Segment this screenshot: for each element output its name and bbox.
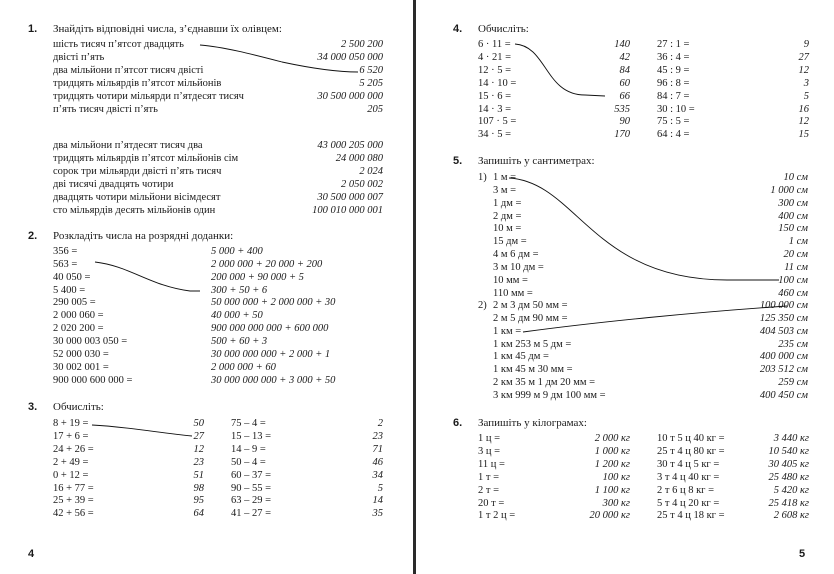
ex2-decomposition: 50 000 000 + 2 000 000 + 30 [211,297,336,309]
ex1-words: двадцять чотири мільйони вісімдесят [53,191,221,203]
ex5-expression: 2 дм = [493,210,522,222]
ex6-expression: 3 ц = [478,445,501,457]
ex5-answer: 400 см [778,210,808,222]
page-number-left: 4 [28,548,35,560]
ex2-title: Розкладіть числа на розрядні доданки: [53,230,234,242]
ex4-answer: 84 [619,64,630,76]
ex4-answer: 42 [619,51,630,63]
ex5-expression: 110 мм = [493,287,533,299]
ex1-number-value: 2 500 200 [341,39,383,50]
ex3-title: Обчисліть: [53,401,104,413]
ex2-decomposition: 500 + 60 + 3 [211,335,268,347]
ex1-number-value: 24 000 080 [335,152,383,164]
ex3-expression: 75 – 4 = [231,418,266,429]
ex1-words: тридцять мільярдів п’ятсот мільйонів [53,77,222,89]
ex6-answer: 10 540 кг [768,445,809,457]
ex6-answer: 25 418 кг [768,497,809,509]
ex5-expression: 1 км 253 м 5 дм = [493,338,572,350]
ex2-expression: 52 000 030 = [53,348,109,360]
ex4-answer: 170 [614,129,630,141]
ex6-expression: 10 т 5 ц 40 кг = [657,433,725,444]
ex6-expression: 2 т = [478,484,500,496]
ex4-expression: 84 : 7 = [657,90,690,102]
ex2-expression: 30 000 003 050 = [53,335,128,347]
ex3-answer: 34 [372,469,383,481]
ex3-expression: 25 + 39 = [53,495,94,507]
ex1-number: 1. [28,23,38,35]
ex4-expression: 107 · 5 = [478,116,517,128]
ex5-answer: 125 350 см [759,312,808,324]
ex3-answer: 23 [193,456,204,468]
ex2-decomposition: 200 000 + 90 000 + 5 [211,271,304,283]
ex2-decomposition: 900 000 000 000 + 600 000 [211,323,329,335]
ex4-answer: 9 [803,39,809,50]
ex5-expression: 3 м = [493,184,517,196]
ex4-expression: 30 : 10 = [657,103,695,115]
ex6-answer: 20 000 кг [589,510,630,522]
ex5-title: Запишіть у сантиметрах: [478,155,595,167]
ex1-words: два мільйони п’ятсот тисяч двісті [53,64,204,76]
ex3-expression: 41 – 27 = [231,508,272,520]
ex2-expression: 2 020 200 = [53,323,104,335]
ex2-expression: 2 000 060 = [53,310,104,322]
ex4-answer: 140 [614,39,630,50]
ex4-answer: 66 [619,90,630,102]
ex4-answer: 12 [798,116,809,128]
ex5-answer: 150 см [778,223,808,235]
ex5-expression: 15 дм = [493,236,527,248]
ex3-expression: 16 + 77 = [53,482,94,494]
ex5-expression: 10 м = [493,223,522,235]
ex1-number-value: 43 000 205 000 [317,140,383,151]
ex5-expression: 3 м 10 дм = [493,261,544,273]
ex6-answer: 3 440 кг [773,433,809,444]
ex1-words: двісті п’ять [53,51,105,63]
ex4-expression: 96 : 8 = [657,77,690,89]
ex4-expression: 27 : 1 = [657,39,690,50]
ex4-expression: 15 · 6 = [478,90,512,102]
ex6-expression: 5 т 4 ц 20 кг = [657,497,720,509]
ex2-expression: 563 = [53,258,78,270]
ex1-number-value: 30 500 000 007 [317,191,383,203]
ex1-words: п’ять тисяч двісті п’ять [53,103,158,115]
ex1-number-value: 205 [367,103,383,115]
ex4-answer: 12 [798,64,809,76]
ex1-title: Знайдіть відповідні числа, з’єднавши їх олівцем: [53,23,282,35]
ex6-expression: 25 т 4 ц 18 кг = [657,510,725,522]
ex5-answer: 11 см [784,261,808,273]
ex1-words: тридцять мільярдів п’ятсот мільйонів сім [53,152,239,164]
ex4-answer: 90 [619,116,630,128]
ex3-answer: 50 [193,418,204,429]
ex5-answer: 400 000 см [759,351,808,363]
ex5-answer: 300 см [778,197,808,209]
ex6-answer: 25 480 кг [768,471,809,483]
ex5-number: 5. [453,155,463,167]
ex5-expression: 3 км 999 м 9 дм 100 мм = [493,389,606,401]
ex4-answer: 3 [803,77,809,89]
ex4-expression: 34 · 5 = [478,129,512,141]
ex3-answer: 95 [193,495,204,507]
ex6-answer: 30 405 кг [768,458,809,470]
ex1-number-value: 2 050 002 [341,178,383,190]
ex6-answer: 5 420 кг [773,484,809,496]
ex3-answer: 46 [372,456,383,468]
ex4-expression: 6 · 11 = [478,39,511,50]
ex3-expression: 0 + 12 = [53,469,89,481]
ex3-answer: 23 [372,430,383,442]
ex5-answer: 10 см [783,172,808,183]
ex6-expression: 11 ц = [478,458,505,470]
page-divider [413,0,416,574]
ex5-expression: 10 мм = [493,274,528,286]
ex5-answer: 235 см [778,338,808,350]
ex5-expression: 1 км = [493,325,522,337]
ex3-answer: 98 [193,482,204,494]
ex4-expression: 4 · 21 = [478,51,512,63]
ex6-answer: 300 кг [602,497,630,509]
left-page [0,0,413,574]
ex5-expression: 2 км 35 м 1 дм 20 мм = [493,377,596,389]
ex2-number: 2. [28,230,38,242]
ex2-decomposition: 5 000 + 400 [211,246,263,257]
right-page [417,0,834,574]
ex4-title: Обчисліть: [478,23,529,35]
ex3-expression: 2 + 49 = [53,456,89,468]
ex4-answer: 60 [619,77,630,89]
ex5-answer: 259 см [778,377,808,389]
ex3-answer: 5 [377,482,383,494]
ex6-answer: 2 000 кг [594,433,630,444]
ex5-expression: 1 км 45 дм = [493,351,549,363]
ex2-expression: 5 400 = [53,284,86,296]
ex3-answer: 2 [377,418,383,429]
ex1-words: дві тисячі двадцять чотири [53,178,174,190]
ex1-words: сто мільярдів десять мільйонів один [53,204,216,216]
ex2-expression: 30 002 001 = [53,361,109,373]
page-number-right: 5 [799,548,806,560]
ex2-decomposition: 30 000 000 000 + 2 000 + 1 [211,348,331,360]
ex5-expression: 2 м 5 дм 90 мм = [493,312,568,324]
ex6-expression: 1 т = [478,471,500,483]
ex4-answer: 5 [803,90,809,102]
ex5-expression: 1 м = [493,172,517,183]
ex1-number-value: 5 205 [359,77,383,89]
ex3-expression: 60 – 37 = [231,469,272,481]
ex5-answer: 1 000 см [770,184,808,196]
ex3-expression: 15 – 13 = [231,430,272,442]
ex3-number: 3. [28,401,38,413]
ex5-answer: 460 см [778,287,808,299]
ex2-decomposition: 30 000 000 000 + 3 000 + 50 [211,374,336,386]
ex3-expression: 90 – 55 = [231,482,272,494]
ex5-expression: 4 м 6 дм = [493,249,539,261]
connector-line [95,262,200,291]
ex6-expression: 2 т 6 ц 8 кг = [657,484,715,496]
ex2-decomposition: 2 000 000 + 20 000 + 200 [211,258,323,270]
ex5-part2-label: 2) [478,300,487,311]
ex4-expression: 45 : 9 = [657,64,690,76]
ex3-expression: 17 + 6 = [53,430,89,442]
ex5-expression: 1 дм = [493,197,522,209]
ex1-words: сорок три мільярди двісті п’ять тисяч [53,165,222,177]
ex5-expression: 2 м 3 дм 50 мм = [493,300,568,311]
ex6-answer: 2 608 кг [773,510,809,522]
ex3-answer: 35 [372,508,383,520]
ex3-expression: 8 + 19 = [53,418,89,429]
ex3-answer: 71 [372,443,383,455]
ex2-expression: 290 005 = [53,297,96,309]
ex5-answer: 20 см [783,249,808,261]
ex3-expression: 50 – 4 = [231,456,266,468]
ex4-number: 4. [453,23,463,35]
ex4-expression: 75 : 5 = [657,116,690,128]
ex5-part1-label: 1) [478,172,487,183]
ex2-expression: 900 000 600 000 = [53,374,133,386]
ex6-title: Запишіть у кілограмах: [478,417,587,429]
ex3-answer: 14 [372,495,383,507]
ex6-expression: 1 т 2 ц = [478,510,516,522]
ex2-expression: 40 050 = [53,271,91,283]
ex6-answer: 100 кг [602,471,630,483]
ex1-number-value: 2 024 [359,165,383,177]
ex3-expression: 14 – 9 = [231,443,266,455]
ex2-decomposition: 2 000 000 + 60 [211,361,276,373]
ex1-number-value: 34 000 050 000 [317,51,383,63]
ex5-answer: 400 450 см [759,389,808,401]
ex4-answer: 16 [798,103,809,115]
ex5-answer: 1 см [788,236,808,248]
ex5-answer: 404 503 см [759,325,808,337]
ex3-expression: 24 + 26 = [53,443,94,455]
ex1-words: два мільйони п’ятдесят тисяч два [53,140,203,151]
ex6-expression: 3 т 4 ц 40 кг = [657,471,720,483]
ex6-answer: 1 000 кг [594,445,630,457]
ex4-expression: 64 : 4 = [657,129,690,141]
ex6-answer: 1 200 кг [594,458,630,470]
ex3-answer: 51 [193,469,204,481]
ex1-words: шість тисяч п’ятсот двадцять [53,39,184,50]
ex6-expression: 20 т = [478,497,505,509]
ex4-expression: 12 · 5 = [478,64,512,76]
ex6-number: 6. [453,417,463,429]
ex3-answer: 27 [193,430,204,442]
ex3-expression: 42 + 56 = [53,508,94,520]
ex4-expression: 14 · 10 = [478,77,517,89]
ex5-answer: 100 000 см [759,300,808,311]
ex4-answer: 535 [614,103,630,115]
ex6-answer: 1 100 кг [594,484,630,496]
ex6-expression: 30 т 4 ц 5 кг = [657,458,720,470]
ex6-expression: 1 ц = [478,433,501,444]
ex6-expression: 25 т 4 ц 80 кг = [657,445,725,457]
ex2-decomposition: 300 + 50 + 6 [211,284,268,296]
ex1-number-value: 30 500 000 000 [317,90,383,102]
ex1-number-value: 100 010 000 001 [312,204,383,216]
ex5-answer: 203 512 см [759,364,808,376]
ex3-expression: 63 – 29 = [231,495,272,507]
ex4-expression: 14 · 3 = [478,103,512,115]
ex4-expression: 36 : 4 = [657,51,690,63]
ex1-words: тридцять чотири мільярди п’ятдесят тисяч [53,90,244,102]
ex3-answer: 64 [193,508,204,520]
ex2-decomposition: 40 000 + 50 [211,310,263,322]
ex5-answer: 100 см [778,274,808,286]
ex5-expression: 1 км 45 м 30 мм = [493,364,573,376]
ex4-answer: 15 [798,129,809,141]
ex3-answer: 12 [193,443,204,455]
ex2-expression: 356 = [53,246,78,257]
ex1-number-value: 6 520 [359,64,383,76]
ex4-answer: 27 [798,51,809,63]
